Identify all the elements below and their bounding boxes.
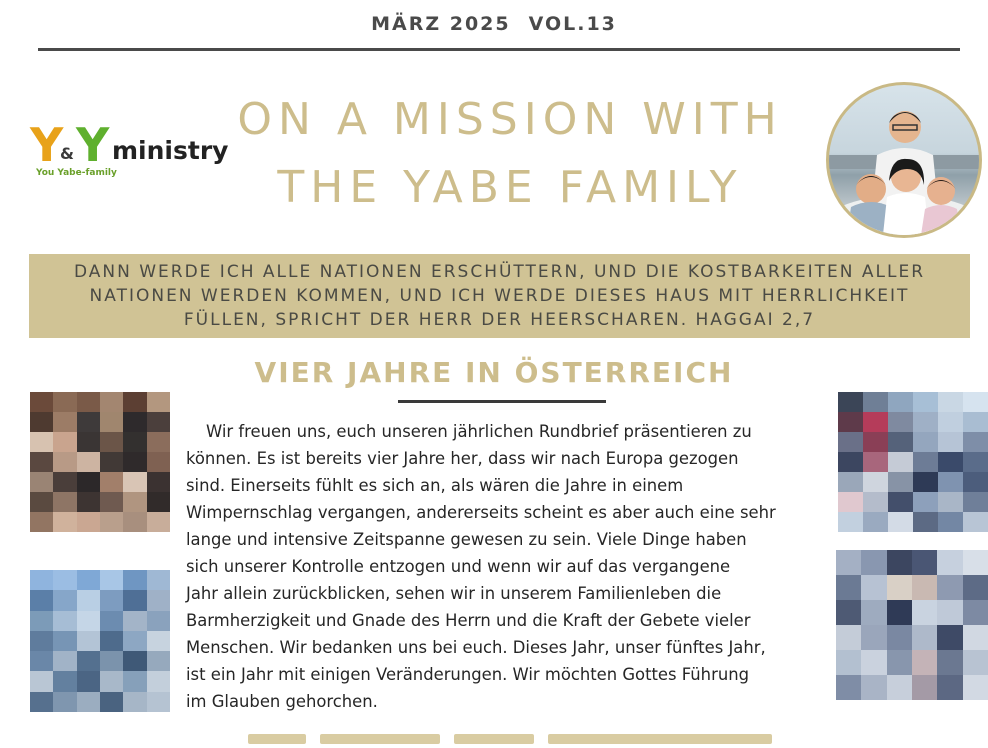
pixel-block bbox=[836, 675, 861, 700]
pixel-block bbox=[838, 452, 863, 472]
logo-ampersand: & bbox=[60, 144, 74, 163]
pixel-block bbox=[937, 575, 962, 600]
pixel-block bbox=[123, 651, 146, 671]
pixel-block bbox=[863, 512, 888, 532]
pixel-block bbox=[53, 651, 76, 671]
pixel-block bbox=[30, 611, 53, 631]
pixel-block bbox=[123, 512, 146, 532]
pixel-block bbox=[888, 432, 913, 452]
pixel-block bbox=[887, 550, 912, 575]
pixel-block bbox=[53, 570, 76, 590]
scripture-line-3: FÜLLEN, SPRICHT DER HERR DER HEERSCHAREN. HAGGAI 2,7 bbox=[183, 310, 816, 330]
pixel-block bbox=[123, 590, 146, 610]
pixel-block bbox=[53, 590, 76, 610]
pixel-block bbox=[100, 392, 123, 412]
pixel-block bbox=[30, 412, 53, 432]
pixel-block bbox=[836, 625, 861, 650]
pixel-block bbox=[147, 432, 170, 452]
pixel-block bbox=[888, 512, 913, 532]
body-line: lange und intensive Zeitspanne gewesen zu sein. Viele Dinge haben bbox=[186, 530, 747, 549]
pixel-block bbox=[888, 412, 913, 432]
body-line: Menschen. Wir bedanken uns bei euch. Dieses Jahr, unser fünftes Jahr, bbox=[186, 638, 766, 657]
pixel-block bbox=[963, 412, 988, 432]
pixel-block bbox=[147, 651, 170, 671]
section-heading: VIER JAHRE IN ÖSTERREICH bbox=[254, 356, 734, 389]
pixel-block bbox=[963, 452, 988, 472]
pixel-block bbox=[77, 671, 100, 691]
pixel-block bbox=[938, 492, 963, 512]
body-line: Wir freuen uns, euch unseren jährlichen Rundbrief präsentieren zu bbox=[206, 422, 752, 441]
pixel-block bbox=[147, 570, 170, 590]
body-line: Jahr allein zurückblicken, sehen wir in unserem Familienleben die bbox=[186, 584, 722, 603]
pixel-block bbox=[963, 550, 988, 575]
pixel-block bbox=[53, 452, 76, 472]
pixel-block bbox=[147, 671, 170, 691]
pixel-block bbox=[938, 392, 963, 412]
pixel-block bbox=[147, 452, 170, 472]
pixel-block bbox=[937, 675, 962, 700]
pixel-block bbox=[888, 492, 913, 512]
pixel-block bbox=[963, 625, 988, 650]
pixel-block bbox=[30, 472, 53, 492]
pixel-block bbox=[123, 412, 146, 432]
pixel-block bbox=[861, 650, 886, 675]
ministry-logo bbox=[30, 118, 230, 184]
pixel-block bbox=[863, 472, 888, 492]
pixel-block bbox=[863, 392, 888, 412]
scripture-line-2: NATIONEN WERDEN KOMMEN, UND ICH WERDE DIESES HAUS MIT HERRLICHKEIT bbox=[89, 286, 910, 306]
family-photo-illustration bbox=[829, 85, 979, 235]
pixel-block bbox=[938, 472, 963, 492]
pixel-block bbox=[53, 671, 76, 691]
pixel-block bbox=[147, 590, 170, 610]
pixel-block bbox=[77, 631, 100, 651]
pixel-block bbox=[913, 452, 938, 472]
pixel-block bbox=[938, 432, 963, 452]
pixel-block bbox=[147, 611, 170, 631]
pixel-block bbox=[838, 392, 863, 412]
pixel-block bbox=[77, 570, 100, 590]
pixel-block bbox=[888, 472, 913, 492]
pixel-block bbox=[863, 492, 888, 512]
volume-number: VOL.13 bbox=[528, 13, 617, 35]
pixel-block bbox=[30, 452, 53, 472]
pixel-block bbox=[30, 512, 53, 532]
pixel-block bbox=[963, 472, 988, 492]
pixel-block bbox=[30, 692, 53, 712]
pixel-block bbox=[100, 452, 123, 472]
pixel-block bbox=[937, 600, 962, 625]
pixel-block bbox=[123, 432, 146, 452]
pixel-block bbox=[938, 512, 963, 532]
pixelated-photo-top-left bbox=[30, 392, 170, 532]
pixel-block bbox=[77, 432, 100, 452]
pixel-block bbox=[963, 512, 988, 532]
body-line: Wimpernschlag vergangen, andererseits scheint es aber auch eine sehr bbox=[186, 503, 776, 522]
next-section-heading-partial bbox=[240, 728, 780, 748]
pixel-block bbox=[912, 600, 937, 625]
pixel-block bbox=[963, 575, 988, 600]
pixel-block bbox=[912, 625, 937, 650]
pixel-block bbox=[30, 492, 53, 512]
pixel-block bbox=[963, 492, 988, 512]
pixel-block bbox=[77, 512, 100, 532]
pixel-block bbox=[123, 631, 146, 651]
pixel-block bbox=[963, 392, 988, 412]
pixel-block bbox=[30, 631, 53, 651]
logo-letter-y1: Y bbox=[30, 118, 64, 172]
pixel-block bbox=[863, 452, 888, 472]
pixelated-photo-top-right bbox=[838, 392, 988, 532]
pixel-block bbox=[77, 392, 100, 412]
pixel-block bbox=[861, 675, 886, 700]
pixel-block bbox=[123, 692, 146, 712]
pixel-block bbox=[836, 575, 861, 600]
body-line: sind. Einerseits fühlt es sich an, als wären die Jahre in einem bbox=[186, 476, 684, 495]
pixel-block bbox=[861, 575, 886, 600]
pixel-block bbox=[100, 631, 123, 651]
pixel-block bbox=[913, 512, 938, 532]
section-divider bbox=[398, 400, 606, 403]
pixel-block bbox=[913, 412, 938, 432]
scripture-banner bbox=[29, 254, 970, 338]
pixel-block bbox=[77, 590, 100, 610]
pixel-block bbox=[53, 631, 76, 651]
scripture-line-1: DANN WERDE ICH ALLE NATIONEN ERSCHÜTTERN, UND DIE KOSTBARKEITEN ALLER bbox=[73, 262, 926, 282]
pixel-block bbox=[100, 492, 123, 512]
body-line: können. Es ist bereits vier Jahre her, dass wir nach Europa gezogen bbox=[186, 449, 739, 468]
pixel-block bbox=[30, 671, 53, 691]
pixel-block bbox=[938, 452, 963, 472]
pixel-block bbox=[77, 692, 100, 712]
pixel-block bbox=[963, 600, 988, 625]
pixel-block bbox=[147, 631, 170, 651]
pixel-block bbox=[963, 675, 988, 700]
pixel-block bbox=[838, 472, 863, 492]
pixelated-photo-bottom-left bbox=[30, 570, 170, 712]
pixel-block bbox=[912, 550, 937, 575]
pixel-block bbox=[123, 392, 146, 412]
pixel-block bbox=[53, 492, 76, 512]
body-line: ist ein Jahr mit einigen Veränderungen. Wir möchten Gottes Führung bbox=[186, 665, 749, 684]
logo-tagline: You Yabe-family bbox=[36, 168, 117, 178]
pixel-block bbox=[77, 412, 100, 432]
issue-date: MÄRZ 2025 bbox=[371, 13, 511, 35]
pixel-block bbox=[123, 671, 146, 691]
pixel-block bbox=[838, 492, 863, 512]
family-photo bbox=[826, 82, 982, 238]
pixel-block bbox=[53, 392, 76, 412]
pixel-block bbox=[147, 512, 170, 532]
pixel-block bbox=[147, 492, 170, 512]
newsletter-title bbox=[230, 86, 790, 222]
pixel-block bbox=[53, 512, 76, 532]
pixel-block bbox=[77, 492, 100, 512]
pixel-block bbox=[938, 412, 963, 432]
pixel-block bbox=[887, 600, 912, 625]
pixel-block bbox=[123, 611, 146, 631]
pixel-block bbox=[912, 575, 937, 600]
pixel-block bbox=[77, 611, 100, 631]
title-line-2: THE YABE FAMILY bbox=[277, 162, 743, 214]
pixel-block bbox=[836, 600, 861, 625]
pixel-block bbox=[913, 432, 938, 452]
pixel-block bbox=[100, 512, 123, 532]
pixel-block bbox=[937, 625, 962, 650]
pixel-block bbox=[30, 590, 53, 610]
pixel-block bbox=[100, 692, 123, 712]
section-body bbox=[186, 418, 836, 715]
title-line-1: ON A MISSION WITH bbox=[237, 94, 783, 145]
pixel-block bbox=[913, 392, 938, 412]
pixel-block bbox=[53, 432, 76, 452]
pixel-block bbox=[100, 570, 123, 590]
pixel-block bbox=[887, 625, 912, 650]
pixel-block bbox=[937, 550, 962, 575]
pixel-block bbox=[30, 432, 53, 452]
pixel-block bbox=[838, 512, 863, 532]
logo-word: ministry bbox=[112, 136, 229, 165]
pixel-block bbox=[861, 550, 886, 575]
pixel-block bbox=[53, 412, 76, 432]
pixel-block bbox=[100, 671, 123, 691]
pixel-block bbox=[863, 412, 888, 432]
pixel-block bbox=[100, 590, 123, 610]
pixel-block bbox=[963, 432, 988, 452]
pixel-block bbox=[147, 412, 170, 432]
pixel-block bbox=[836, 550, 861, 575]
issue-line bbox=[0, 13, 988, 35]
pixel-block bbox=[77, 472, 100, 492]
pixel-block bbox=[913, 472, 938, 492]
pixel-block bbox=[100, 611, 123, 631]
pixel-block bbox=[53, 611, 76, 631]
pixel-block bbox=[123, 570, 146, 590]
pixel-block bbox=[53, 692, 76, 712]
pixel-block bbox=[77, 651, 100, 671]
pixel-block bbox=[963, 650, 988, 675]
pixel-block bbox=[100, 412, 123, 432]
pixel-block bbox=[836, 650, 861, 675]
pixel-block bbox=[861, 600, 886, 625]
pixel-block bbox=[887, 650, 912, 675]
pixel-block bbox=[147, 472, 170, 492]
pixelated-photo-bottom-right bbox=[836, 550, 988, 700]
pixel-block bbox=[100, 432, 123, 452]
pixel-block bbox=[912, 650, 937, 675]
pixel-block bbox=[147, 392, 170, 412]
pixel-block bbox=[888, 392, 913, 412]
pixel-block bbox=[887, 675, 912, 700]
pixel-block bbox=[887, 575, 912, 600]
pixel-block bbox=[912, 675, 937, 700]
pixel-block bbox=[147, 692, 170, 712]
pixel-block bbox=[838, 412, 863, 432]
logo-letter-y2: Y bbox=[76, 118, 110, 172]
pixel-block bbox=[888, 452, 913, 472]
pixel-block bbox=[77, 452, 100, 472]
body-line: Barmherzigkeit und Gnade des Herrn und die Kraft der Gebete vieler bbox=[186, 611, 751, 630]
body-line: sich unserer Kontrolle entzogen und wenn wir auf das vergangene bbox=[186, 557, 731, 576]
header-divider bbox=[38, 48, 960, 51]
pixel-block bbox=[838, 432, 863, 452]
pixel-block bbox=[30, 651, 53, 671]
pixel-block bbox=[100, 651, 123, 671]
pixel-block bbox=[913, 492, 938, 512]
pixel-block bbox=[53, 472, 76, 492]
body-line: im Glauben gehorchen. bbox=[186, 692, 378, 711]
pixel-block bbox=[123, 492, 146, 512]
pixel-block bbox=[30, 392, 53, 412]
pixel-block bbox=[861, 625, 886, 650]
pixel-block bbox=[100, 472, 123, 492]
pixel-block bbox=[123, 472, 146, 492]
pixel-block bbox=[937, 650, 962, 675]
pixel-block bbox=[863, 432, 888, 452]
pixel-block bbox=[123, 452, 146, 472]
pixel-block bbox=[30, 570, 53, 590]
